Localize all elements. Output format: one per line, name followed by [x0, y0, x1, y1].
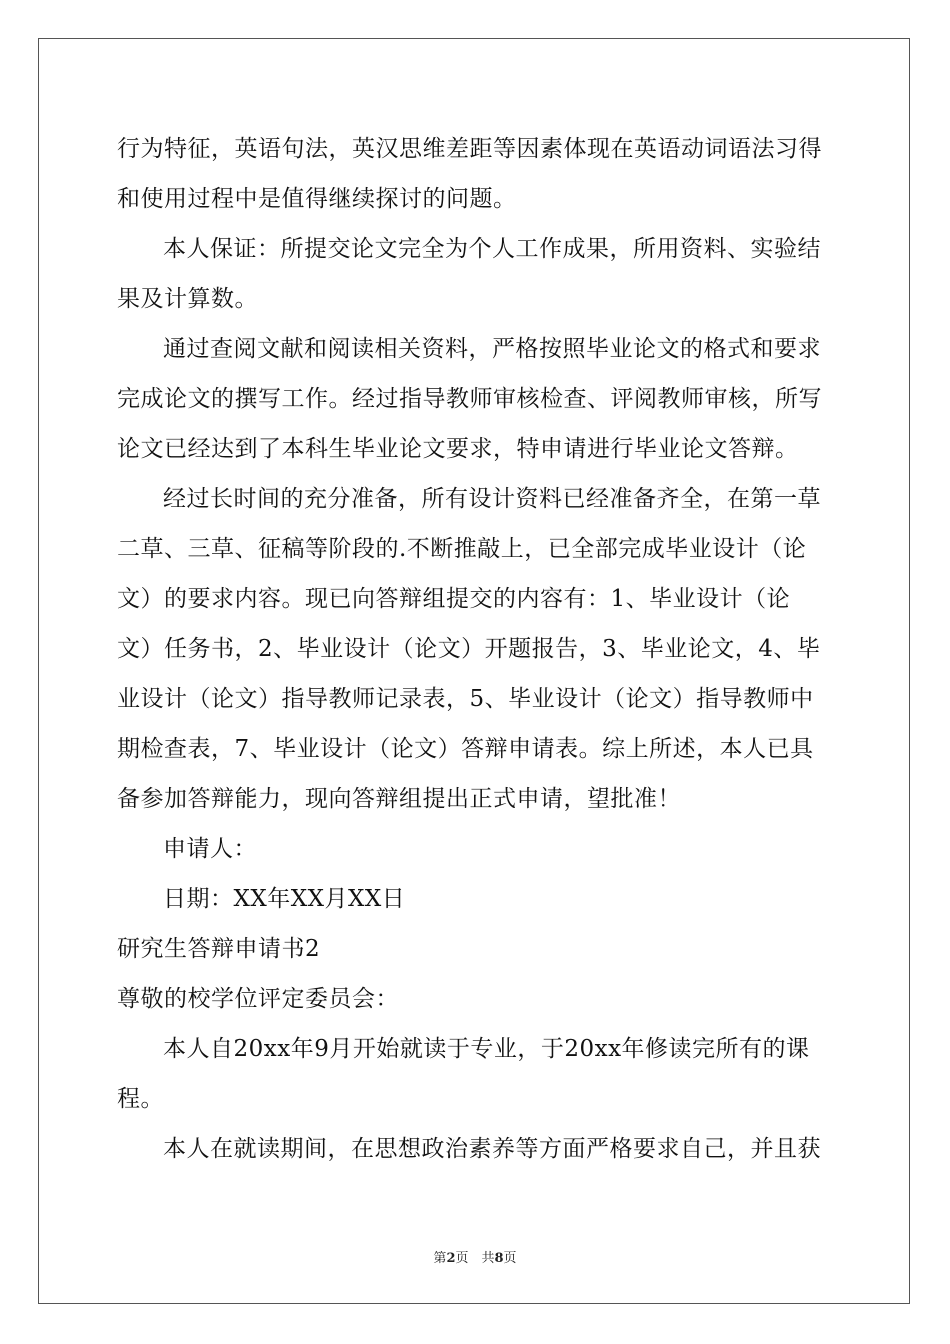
text-line: 通过查阅文献和阅读相关资料，严格按照毕业论文的格式和要求 — [163, 336, 821, 362]
text-line: 本人保证：所提交论文完全为个人工作成果，所用资料、实验结 — [163, 236, 821, 262]
text-line: 业设计（论文）指导教师记录表，5、毕业设计（论文）指导教师中 — [117, 686, 814, 712]
page-footer — [0, 1247, 950, 1266]
salutation: 尊敬的校学位评定委员会： — [117, 986, 399, 1012]
footer-mid: 页 共 — [455, 1251, 495, 1266]
text-line: 二草、三草、征稿等阶段的.不断推敲上，已全部完成毕业设计（论 — [117, 536, 807, 562]
text-line: 备参加答辩能力，现向答辩组提出正式申请，望批准！ — [117, 786, 681, 812]
text-line: 文）任务书，2、毕业设计（论文）开题报告，3、毕业论文，4、毕 — [117, 636, 821, 662]
text-line: 和使用过程中是值得继续探讨的问题。 — [117, 186, 517, 212]
text-line: 本人自20xx年9月开始就读于专业，于20xx年修读完所有的课 — [163, 1036, 810, 1062]
text-line: 经过长时间的充分准备，所有设计资料已经准备齐全，在第一草 — [163, 486, 821, 512]
page-border — [38, 38, 910, 1304]
page-number: 2 — [446, 1251, 456, 1266]
text-line: 程。 — [117, 1086, 164, 1112]
text-line: 完成论文的撰写工作。经过指导教师审核检查、评阅教师审核，所写 — [117, 386, 822, 412]
text-line: 果及计算数。 — [117, 286, 258, 312]
text-line: 本人在就读期间，在思想政治素养等方面严格要求自己，并且获 — [163, 1136, 821, 1162]
text-line: 文）的要求内容。现已向答辩组提交的内容有：1、毕业设计（论 — [117, 586, 791, 612]
text-line: 行为特征，英语句法，英汉思维差距等因素体现在英语动词语法习得 — [117, 136, 822, 162]
text-line: 期检查表，7、毕业设计（论文）答辩申请表。综上所述，本人已具 — [117, 736, 814, 762]
text-line: 论文已经达到了本科生毕业论文要求，特申请进行毕业论文答辩。 — [117, 436, 799, 462]
date-line: 日期：XX年XX月XX日 — [163, 886, 406, 912]
total-pages: 8 — [494, 1251, 504, 1266]
footer-suffix: 页 — [503, 1251, 517, 1266]
section-title: 研究生答辩申请书2 — [117, 936, 321, 962]
applicant-line: 申请人： — [163, 836, 257, 862]
footer-prefix: 第 — [433, 1251, 447, 1266]
